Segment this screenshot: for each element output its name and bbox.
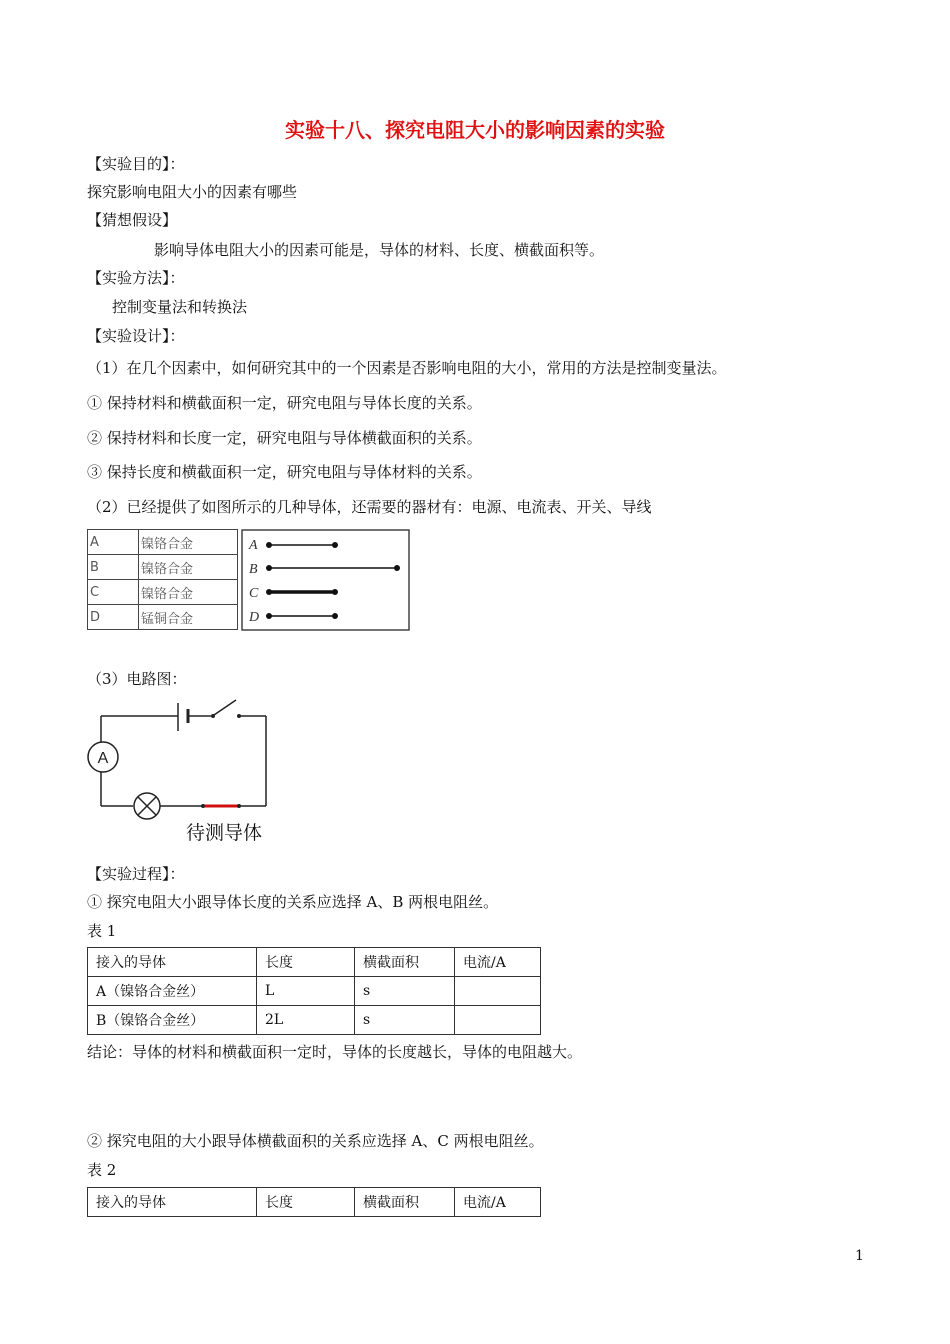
wire-b-end — [266, 565, 272, 571]
wire-a-end — [266, 542, 272, 548]
table-header-row — [88, 1188, 541, 1217]
material-id: C — [88, 580, 139, 605]
page-number: 1 — [855, 1248, 864, 1264]
material-id: D — [88, 605, 139, 630]
wire-label-d: D — [249, 610, 260, 625]
table-header-cell: 接入的导体 — [88, 948, 257, 977]
switch-contact — [237, 714, 241, 718]
table-cell: s — [355, 1006, 455, 1035]
page-title: 实验十八、探究电阻大小的影响因素的实验 — [285, 118, 665, 142]
ammeter-label: A — [97, 750, 109, 767]
material-row-d — [88, 605, 238, 630]
wire-a-end — [332, 542, 338, 548]
material-name: 镍铬合金 — [139, 555, 238, 580]
material-name: 锰铜合金 — [139, 605, 238, 630]
material-row-c — [88, 580, 238, 605]
wire-diagram — [241, 529, 411, 632]
process-heading: 【实验过程】： — [87, 865, 185, 883]
hypothesis-heading: 【猜想假设】 — [87, 211, 178, 229]
table-2 — [87, 1187, 541, 1217]
table-cell: 2L — [257, 1006, 355, 1035]
design-item-1b: ② 保持材料和长度一定，研究电阻与导体横截面积的关系。 — [87, 429, 482, 447]
switch-lever — [214, 700, 236, 715]
table-row — [88, 1006, 541, 1035]
design-item-3: （3）电路图： — [87, 670, 187, 688]
wire-d-end — [332, 613, 338, 619]
table-cell — [455, 977, 541, 1006]
material-id: B — [88, 555, 139, 580]
wire-c-end — [332, 589, 338, 595]
table-header-cell: 长度 — [257, 1188, 355, 1217]
wire-c-end — [266, 589, 272, 595]
design-item-1a: ① 保持材料和横截面积一定，研究电阻与导体长度的关系。 — [87, 394, 482, 412]
table-cell: B（镍铬合金丝） — [88, 1006, 257, 1035]
wire-label-c: C — [249, 586, 259, 601]
hypothesis-text: 影响导体电阻大小的因素可能是，导体的材料、长度、横截面积等。 — [154, 241, 605, 259]
material-name: 镍铬合金 — [139, 580, 238, 605]
table-header-cell: 电流/A — [455, 1188, 541, 1217]
table-cell: A（镍铬合金丝） — [88, 977, 257, 1006]
table-cell — [455, 1006, 541, 1035]
purpose-heading: 【实验目的】： — [87, 155, 185, 173]
table-header-row — [88, 948, 541, 977]
process-item-2: ② 探究电阻的大小跟导体横截面积的关系应选择 A、C 两根电阻丝。 — [87, 1132, 544, 1150]
wire-label-a: A — [249, 538, 258, 553]
method-text: 控制变量法和转换法 — [112, 298, 248, 316]
material-id: A — [88, 530, 139, 555]
table2-label: 表 2 — [87, 1161, 117, 1179]
material-row-a — [88, 530, 238, 555]
table-cell: s — [355, 977, 455, 1006]
process-item-1: ① 探究电阻大小跟导体长度的关系应选择 A、B 两根电阻丝。 — [87, 893, 499, 911]
design-heading: 【实验设计】： — [87, 327, 185, 345]
purpose-text: 探究影响电阻大小的因素有哪些 — [87, 183, 298, 201]
wire-d-end — [266, 613, 272, 619]
table-header-cell: 电流/A — [455, 948, 541, 977]
design-item-2: （2）已经提供了如图所示的几种导体，还需要的器材有：电源、电流表、开关、导线 — [87, 498, 652, 516]
material-name: 镍铬合金 — [139, 530, 238, 555]
table-row — [88, 977, 541, 1006]
material-table — [87, 529, 238, 630]
table-cell: L — [257, 977, 355, 1006]
method-heading: 【实验方法】： — [87, 269, 185, 287]
conductor-end — [201, 804, 205, 808]
wire-label-b: B — [249, 562, 258, 577]
material-row-b — [88, 555, 238, 580]
design-item-1c: ③ 保持长度和横截面积一定，研究电阻与导体材料的关系。 — [87, 463, 482, 481]
conclusion-1: 结论：导体的材料和横截面积一定时，导体的长度越长，导体的电阻越大。 — [87, 1043, 583, 1061]
table-header-cell: 横截面积 — [355, 948, 455, 977]
circuit-caption: 待测导体 — [186, 822, 263, 844]
design-item-1: （1）在几个因素中，如何研究其中的一个因素是否影响电阻的大小，常用的方法是控制变量法。 — [87, 359, 727, 377]
table1-label: 表 1 — [87, 922, 117, 940]
table-header-cell: 长度 — [257, 948, 355, 977]
table-1 — [87, 947, 541, 1035]
table-header-cell: 接入的导体 — [88, 1188, 257, 1217]
table-header-cell: 横截面积 — [355, 1188, 455, 1217]
wire-b-end — [394, 565, 400, 571]
